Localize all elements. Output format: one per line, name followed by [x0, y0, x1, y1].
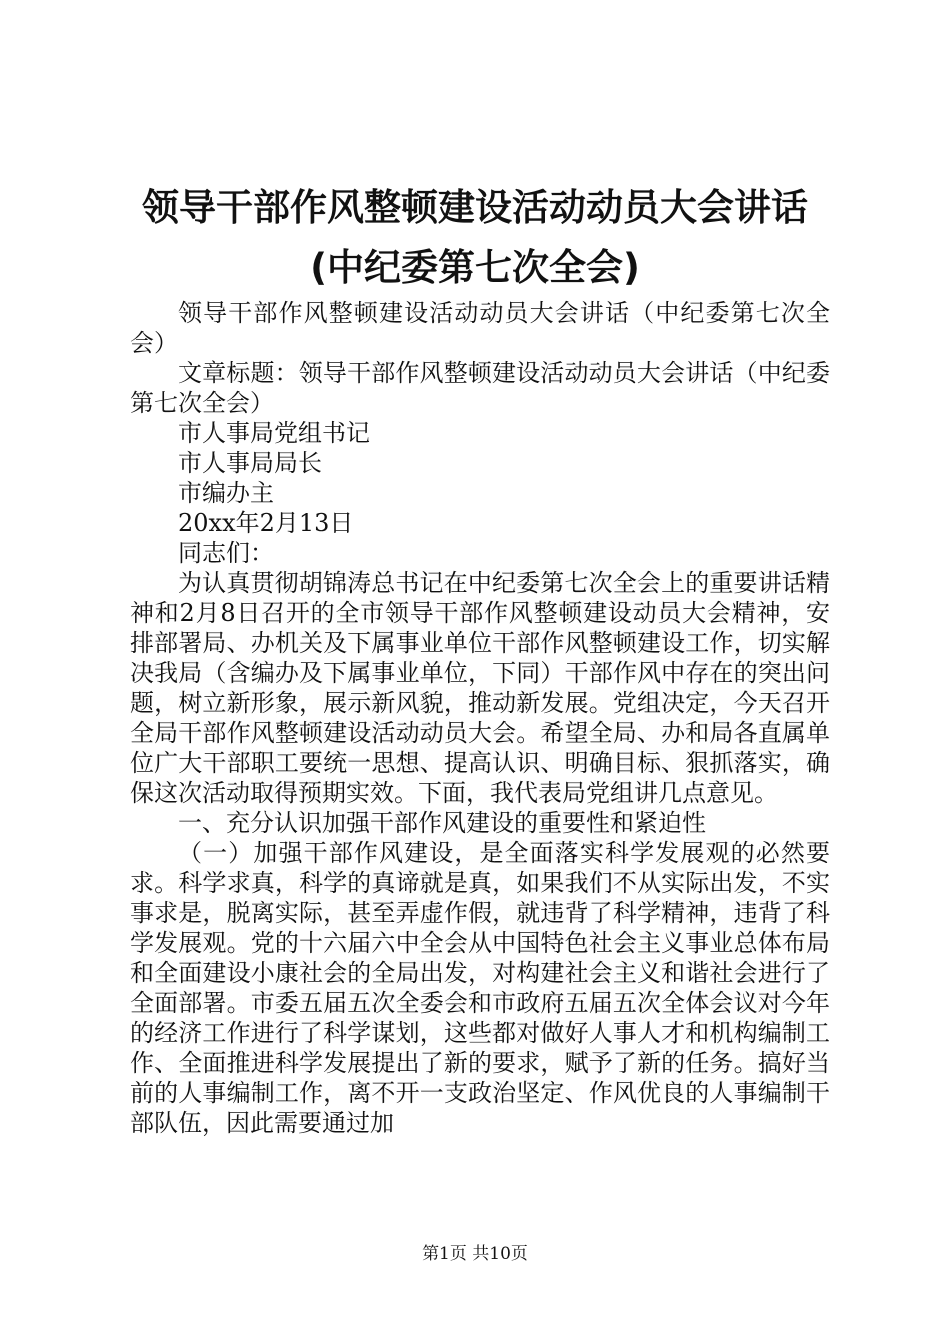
paragraph-heading-repeat: 领导干部作风整顿建设活动动员大会讲话（中纪委第七次全会） [130, 299, 830, 357]
paragraph-salutation: 同志们： [178, 539, 274, 567]
paragraph-article-title: 文章标题：领导干部作风整顿建设活动动员大会讲话（中纪委第七次全会） [130, 359, 830, 417]
paragraph-author-line-3: 市编办主 [178, 479, 274, 507]
page-footer: 第1页 共10页 [422, 1244, 528, 1264]
document-title: 领导干部作风整顿建设活动动员大会讲话(中纪委第七次全会) [142, 186, 808, 289]
document-body [130, 298, 830, 1138]
paragraph-section-1-point-1: （一）加强干部作风建设，是全面落实科学发展观的必然要求。科学求真，科学的真谛就是真，如果我们不从实际出发，不实事求是，脱离实际，甚至弄虚作假，就违背了科学精神，违背了科学发展观。党的十六届六中全会从中国特色社会主义事业总体布局和全面建设小康社会的全局出发，对构建社会主义和谐社会进行了全面部署。市委五届五次全委会和市政府五届五次全体会议对今年的经济工作进行了科学谋划，这些都对做好人事人才和机构编制工作、全面推进科学发展提出了新的要求，赋予了新的任务。搞好当前的人事编制工作，离不开一支政治坚定、作风优良的人事编制干部队伍，因此需要通过加 [130, 839, 830, 1137]
section-heading-1: 一、充分认识加强干部作风建设的重要性和紧迫性 [178, 809, 706, 837]
paragraph-author-line-1: 市人事局党组书记 [178, 419, 370, 447]
paragraph-date: 20xx年2月13日 [178, 509, 354, 537]
paragraph-author-line-2: 市人事局局长 [178, 449, 322, 477]
paragraph-introduction: 为认真贯彻胡锦涛总书记在中纪委第七次全会上的重要讲话精神和2月8日召开的全市领导干部作风整顿建设动员大会精神，安排部署局、办机关及下属事业单位干部作风整顿建设工作，切实解决我局（含编办及下属事业单位，下同）干部作风中存在的突出问题，树立新形象，展示新风貌，推动新发展。党组决定，今天召开全局干部作风整顿建设活动动员大会。希望全局、办和局各直属单位广大干部职工要统一思想、提高认识、明确目标、狠抓落实，确保这次活动取得预期实效。下面，我代表局党组讲几点意见。 [130, 569, 830, 807]
